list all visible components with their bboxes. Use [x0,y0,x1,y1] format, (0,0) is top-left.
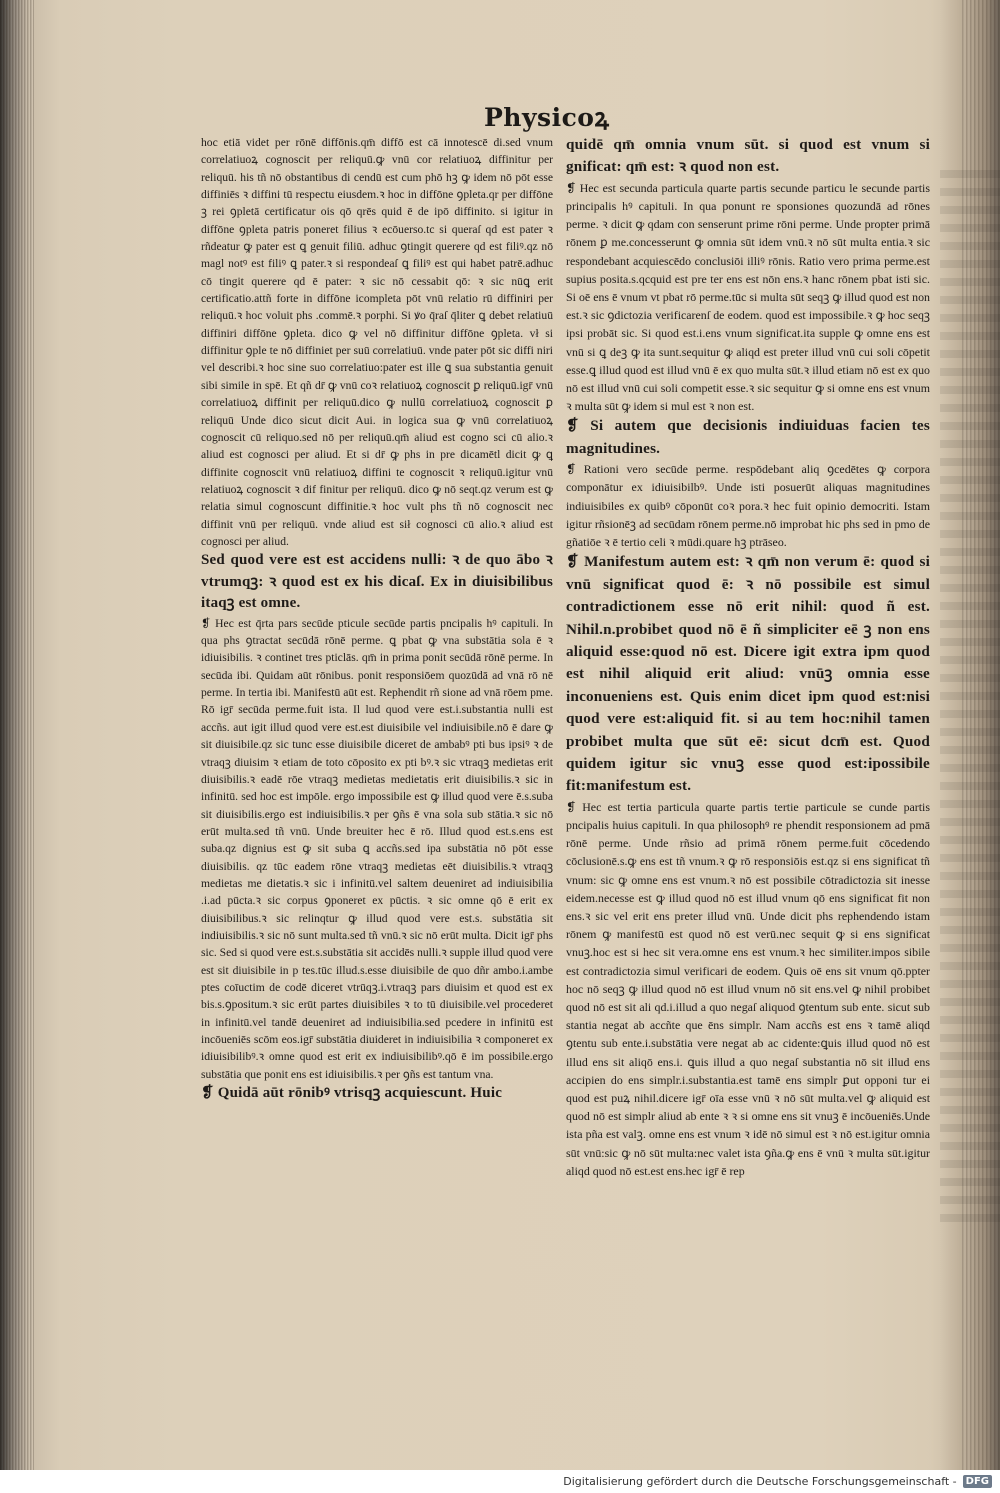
right-column [566,134,930,1214]
dfg-logo-icon: DFG [963,1475,992,1488]
main-text-paragraph: ❡ Manifestum autem est: ꝛ qm̄ non verum ē: quod si vnū significat quod ē: ꝛ nō possibile est simul contradictionem esse nō erit nihil: quod ñ est. Nihil.n.probibet quod nō ē ñ simpliciter eē ꝫ non ens aliquid esse:quod nō est. Dicere igit extra ipm quod est nihil aliquid erit aliud: vnūꝫ omnia esse inconueniens est. Quis enim dicet ipm quod est:nisi quod vere est:aliquid fit. si au tem hoc:nihil tamen probibet multa que sūt eē: sicut dcm̄ est. Quod quidem igitur sic vnuꝫ esse quod est:ipossibile fit:manifestum est. [566,553,930,795]
commentary-paragraph: hoc etiā videt per rōnē diffōnis.qm̄ diffō est cā innotescē di.sed vnum correlatiuoꝝ cognoscit per reliquū.ꝙ vnū cor relatiuoꝝ diffinitur per reliquū. his tñ nō obstantibus di cendū est cum phō hꝫ ꝙ idem nō pōt esse diffiniēs ꝛ diffini tū respectu eiusdem.ꝛ hoc in diffōne ꝯpleta.qr per diffōne ꝫ rei ꝯpletā certificatur ois qō qrēs quid ē de ipō diffinito. si igitur in diffōne ꝯpleta patris poneret filius ꝛ ecōuerso.tc si queraſ qd est pater ꝛ rñdeatur ꝙ pater est ꝗ genuit filiū. adhuc ꝯtingit querere qd est filiꝰ.qz nō magl notꝰ est filiꝰ ꝗ pater.ꝛ si respondeaſ ꝗ filiꝰ est qui habet patrē.adhuc cō tingit querere qd ē pater: ꝛ sic nō cessabit qō: ꝛ sic nūꝗ erit certificatio.attñ forte in diffōne icompleta pōt vnū relatio rū diffiniri per reliquū.ꝛ hoc voluit phs .commē.ꝛ porphi. Si ꝟo q̄raſ q̄liter ꝗ debet relatiuū diffiniri diffōne ꝯpleta. dico ꝙ vel nō diffinitur diffōne ꝯpleta. vł si diffinitur ꝯple te nō diffiniet per suū correlatiuū. vnde pater pōt sic diffi niri vel describi.ꝛ hoc sine suo correlatiuo:pater est ille ꝗ sua substantia genuit sibi simile in spē. Et qñ dr̄ ꝙ vnū coꝛ relatiuoꝝ cognoscit ꝑ reliquū.igr̄ vnū correlatiuoꝝ diffinit per reliquū.dico ꝙ nullū correlatiuoꝝ cognoscit ꝑ reliquū Unde dico sicut dicit Aui. in logica sua ꝙ vnū correlatiuoꝝ cognoscit cū reliquo.sed nō per reliquū.qm̄ aliud est cogno sci cū alio.ꝛ aliud est cognosci per aliud. Et si dr̄ ꝙ phs in pre dicamētl dicit ꝙ ꝗ diffinite cognoscit vnū relatiuoꝝ diffini te cognoscit ꝛ reliquū.igitur vnū relatiuoꝝ cognoscit ꝛ dif finitur per reliquū. dico ꝙ nō seqt.qz verum est ꝙ relatia simul cognoscunt diffinitie.ꝛ hoc vult phs tñ nō cognoscit nec diffinit vnū per reliquū. vnde aliud est sił cognosci cū alio.ꝛ aliud est cognosci per aliud. [201,136,553,548]
main-text-paragraph: ❡ Quidā aūt rōnibꝰ vtrisqꝫ acquiescunt. Huic [201,1085,503,1102]
running-header: Physicoꝝ [484,103,610,132]
main-text-paragraph: Sed quod vere est est accidens nulli: ꝛ de quo ābo ꝛ vtrumqꝫ: ꝛ quod est ex his dicaſ. Ex in diuisibilibus itaqꝫ est omne. [201,552,553,612]
footer-text: Digitalisierung gefördert durch die Deutsche Forschungsgemeinschaft - [563,1475,957,1488]
commentary-paragraph: ❡ Rationi vero secūde perme. respōdebant aliq ꝯcedētes ꝙ corpora componātur ex idiuisibilbꝰ. Unde isti posuerūt aliquas magnitudines indiuisibiles ex quibꝰ cōponūt coꝛ pora.ꝛ hec fuit opinio democriti. Istam igitur rñsionēꝫ ad secūdam rōnem perme.nō improbat hic phs sed in pmo de gñatiōe ꝛ ē tertio celi ꝛ mūdi.quare hꝫ ptrāseo. [566,462,930,550]
digitization-footer [0,1470,1000,1493]
main-text-paragraph: ❡ Si autem que decisionis indiuiduas facien tes magnitudines. [566,417,930,457]
commentary-paragraph: ❡ Hec est secunda particula quarte partis secunde particu le secunde partis principalis hꝰ capituli. In qua ponunt re sponsiones quozundā ad rōnes perme. ꝛ dicit ꝙ qdam con senserunt prime rōni perme. Unde propter primā rōnem ꝑ me.concesserunt ꝙ omnia sūt idem vnū.ꝛ nō sūt multa entia.ꝛ sic respondebant acquiescēdo conclusiōi illiꝰ rōnis. Ratio vero prima perme.est supius posita.s.qcquid est pre ter ens est nōn ens.ꝛ hanc rōnem pbat isti sic. Si oē ens ē vnum vt pbat rō perme.tūc si multa sūt seqꝫ ꝙ illud quod est non est.ꝛ sic ꝯdictozia verificarenſ de eodem. quod est impossibile.ꝛ ꝙ hoc seqꝫ ipsi probāt sic. Si quod est.i.ens vnum significat.ita supple ꝙ omne ens est vnū si ꝗ deꝫ ꝙ ita sunt.sequitur ꝙ aliqd est preter illud vnū cui soli cōpetit esse.ꝗ illud quod est illud vnū ē ex quo multa sūt.ꝛ illud etiam nō est ex quo nō est illud vnū cui soli competit esse.ꝛ sic sequitur ꝙ si omne ens est vnum ꝛ multa sūt ꝙ idem si mul est ꝛ non est. [566,180,930,414]
commentary-paragraph: ❡ Hec est tertia particula quarte partis tertie particule se cunde partis pncipalis huius capituli. In qua philosophꝰ re phendit responsionem ad pmā rōnē perme. Unde rñsio ad primā rōnem perme.fuit cōcedendo cōclusionē.s.ꝙ ens est tñ vnum.ꝛ ꝙ rō responsiōis est.qz si ens significat tñ vnum: sic ꝙ omne ens est vnum.ꝛ nō est possibile cōtradictozia sit inesse eidem.necesse est ꝙ illud quod nō est illud vnum qō ens significat fit non ens.ꝛ sic vel erit ens preter illud vnū. Unde dicit phs rephendendo istam rōnem ꝙ manifestū est quod nō est verū.nec sequit ꝙ si ens significat vnuꝫ.hoc est si hec sit vera.omne ens est vnum.ꝛ hec similiter.impos sibile est contradictozia simul verificari de eodem. Quis oē ens sit vnum qō.ppter hoc nō seqꝫ ꝙ illud quod nō est illud vnum nō sit ens.vel ꝙ nihil probibet quod nō est sit ali qd.i.illud a quo negaſ aliquod ꝯtentum sub ente. sicut sub stantia negat ab accñte que ēns simplr. Nam accñs est ens ꝛ tamē aliqd ꝯtentu sub ente.i.substātia vere negat ab ac cidente:ꝗuis illud quod nō est illud ens sit aliqō ens.i. ꝗuis illud a quo negaſ substantia nō sit illud ens accipien do ens simplr.i.substantia.est tamē ens simplr ꝑut opponi tur ei quod est puꝝ nihil.dicere igr̄ oīa esse vnū ꝛ nō sūt multa.vel ꝙ aliquid est quod nō est simplr aliud ab ente ꝛ ꝛ si omne ens sit vnuꝫ ē incōueniēs.Unde ista pña est valꝫ. omne ens est vnum ꝛ idē nō simul est ꝛ nō est.igitur omnia sūt vnū:sic ꝙ nō sūt multa:nec valet ista ꝯña.ꝙ ens ē vnū ꝛ multa sūt.igitur aliqd quod nō est.est ens.hec igr̄ ē rep [566,799,930,1178]
main-text-paragraph: quidē qm̄ omnia vnum sūt. si quod est vnum si gnificat: qm̄ est: ꝛ quod non est. [566,136,930,176]
left-column [201,134,553,1214]
commentary-paragraph: ❡ Hec est q̄rta pars secūde pticule secūde partis pncipalis hꝰ capituli. In qua phs ꝯtractat secūdā rōnē perme. ꝗ pbat ꝙ vna substātia sola ē ꝛ idiuisibilis. ꝛ continet tres pticlās. qm̄ in prima ponit secūdā rōnē perme. In secūda ibi. Quidam aūt rōnibus. ponit responsiōem quozūdā ad vnā rō nē perme. In tertia ibi. Manifestū aūt est. Rephendit rñ sione ad vnā rōem pme. Rō igr̄ secūda perme.fuit ista. Il lud quod vere est.i.substantia nulli est accñs. aut igit illud quod vere est.est diuisibile vel indiuisibile.nō ē dare ꝙ sit diuisibile.qz sic tunc esse diuisibile diceret de ambabꝰ pti bus ipsiꝰ ꝛ de vtraqꝫ diuisim ꝛ etiam de toto cōposito ex pti bꝰ.ꝛ sic vtraqꝫ medietas erit diuisibilis.ꝛ eadē rōe vtraqꝫ medietas medietatis erit diuisibilis.ꝛ sic in infinitū. sed hoc est impōle. ergo impossibile est ꝙ illud quod vere ē.s.suba sit diuisibilis.ergo est indiuisibilis.ꝛ per ꝯñs ē vna sola sub stātia.ꝛ sic nō erūt multa.sed tñ vnū. Unde breuiter hec ē rō. Illud quod est.s.ens est suba.qz dignius est ꝙ sit suba ꝗ accñs.sed ipa substātia nō pōt esse diuisibilis. qz tūc eadem rōne vtraqꝫ medietas eēt diuisibilis.ꝛ vtraqꝫ medietas me dietatis.ꝛ sic i infinitū.vel saltem deueniret ad indiuisibilia .i.ad pūcta.ꝛ sic corpus ꝯponeret ex pūctis. ꝛ sic omne qō ē erit ex diuisibilibus.ꝛ sic relinqtur ꝙ illud quod vere est.s. substātia sit indiuisibilis.ꝛ sic nō sunt multa.sed tñ vnū.ꝛ sic nō erūt multa. Dicit igr̄ phs sic. Sed si quod vere est.s.substātia sit accidēs nulli.ꝛ supple illud quod vere est sit diuisibile in p tes.tūc illud.s.esse diuisibile de quo dñr ambo.i.ambe ptes coīuctim de codē diceret vtrūqꝫ.i.vtraqꝫ pars diuisim et quod est ex bis.s.ꝯpositum.ꝛ sic erūt partes diuisibiles ꝛ to tū diuisibile.vel procederet in infinitū.vel tandē deueniret ad indiuisibilia.sed pcedere in infinitū est incōueniēs scōm eos.igr̄ substātia diuideret in indiuisibilia ꝛ componeret ex idiuisibilibꝰ.ꝛ omne quod est erit ex indiuisibilibꝰ.qō ē im possibile.ergo substātia que ponit ens est idiuisibilis.ꝛ per ꝯñs est tantum vna. [201,616,553,1081]
book-edge-left [0,0,34,1470]
page-fold-shadow [930,0,1000,1470]
